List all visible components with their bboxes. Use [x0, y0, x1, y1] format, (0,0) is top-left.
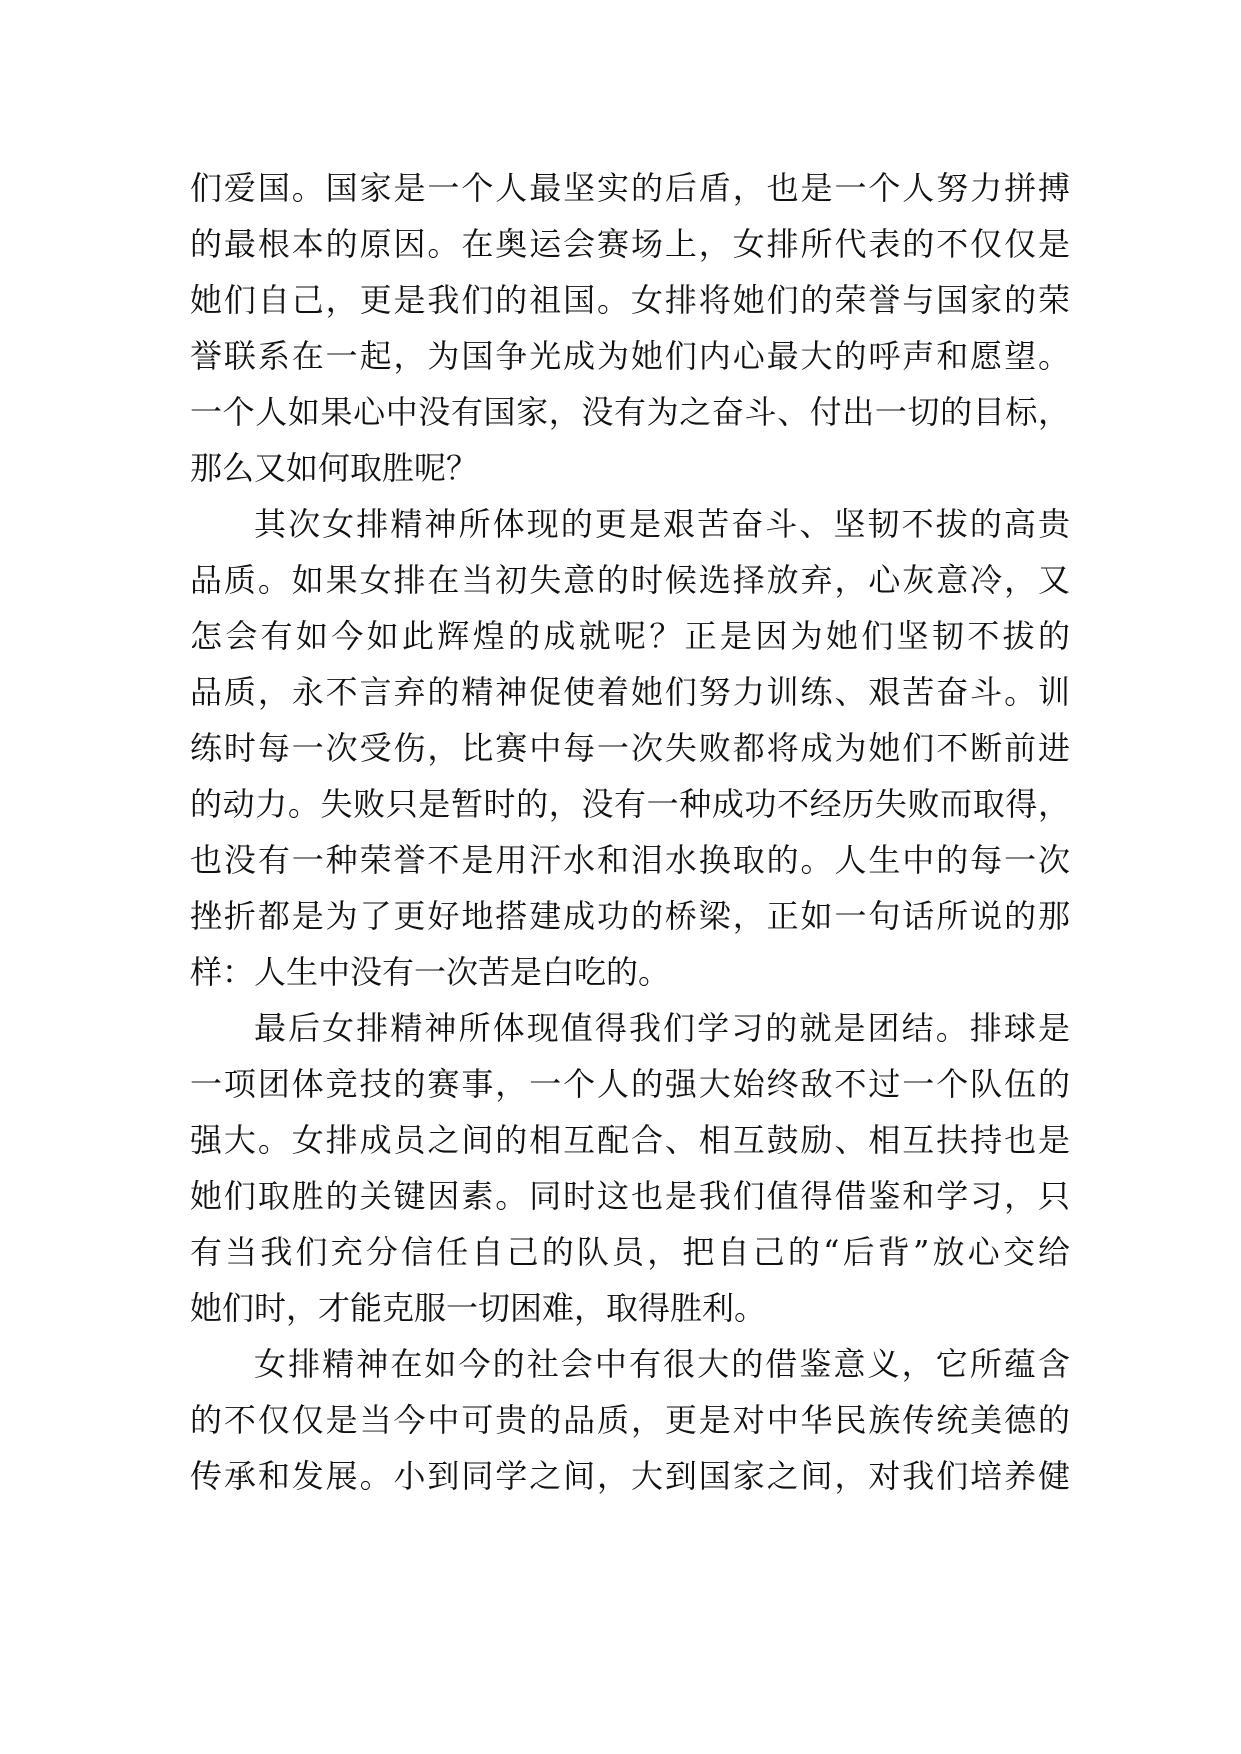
- text-line: 她们自己，更是我们的祖国。女排将她们的荣誉与国家的荣: [190, 281, 1070, 319]
- text-line: 练时每一次受伤，比赛中每一次失败都将成为她们不断前进: [190, 729, 1070, 767]
- text-line: 誉联系在一起，为国争光成为她们内心最大的呼声和愿望。: [190, 337, 1070, 375]
- text-line: 强大。女排成员之间的相互配合、相互鼓励、相互扶持也是: [190, 1121, 1070, 1159]
- text-line: 她们时，才能克服一切困难，取得胜利。: [190, 1289, 767, 1327]
- paragraph-2: [190, 496, 1070, 1000]
- text-line: 她们取胜的关键因素。同时这也是我们值得借鉴和学习，只: [190, 1177, 1070, 1215]
- paragraph-4: [190, 1336, 1070, 1504]
- text-line: 们爱国。国家是一个人最坚实的后盾，也是一个人努力拼搏: [190, 169, 1070, 207]
- text-line: 的动力。失败只是暂时的，没有一种成功不经历失败而取得，: [190, 785, 1070, 823]
- text-line: 怎会有如今如此辉煌的成就呢？正是因为她们坚韧不拔的: [190, 617, 1070, 655]
- paragraph-1: [190, 160, 1070, 496]
- text-line: 也没有一种荣誉不是用汗水和泪水换取的。人生中的每一次: [190, 841, 1070, 879]
- text-line: 一项团体竞技的赛事，一个人的强大始终敌不过一个队伍的: [190, 1065, 1070, 1103]
- text-line: 最后女排精神所体现值得我们学习的就是团结。排球是: [254, 1009, 1070, 1047]
- text-line: 其次女排精神所体现的更是艰苦奋斗、坚韧不拔的高贵: [254, 505, 1070, 543]
- text-line: 传承和发展。小到同学之间，大到国家之间，对我们培养健: [190, 1457, 1070, 1495]
- text-line: 挫折都是为了更好地搭建成功的桥梁，正如一句话所说的那: [190, 897, 1070, 935]
- document-body: [190, 160, 1070, 1504]
- text-line: 一个人如果心中没有国家，没有为之奋斗、付出一切的目标，: [190, 393, 1070, 431]
- text-line: 那么又如何取胜呢？: [190, 449, 479, 487]
- paragraph-3: [190, 1000, 1070, 1336]
- text-line: 有当我们充分信任自己的队员，把自己的“后背”放心交给: [190, 1233, 1070, 1271]
- text-line: 的不仅仅是当今中可贵的品质，更是对中华民族传统美德的: [190, 1401, 1070, 1439]
- text-line: 样：人生中没有一次苦是白吃的。: [190, 953, 671, 991]
- text-line: 女排精神在如今的社会中有很大的借鉴意义，它所蕴含: [254, 1345, 1070, 1383]
- text-line: 的最根本的原因。在奥运会赛场上，女排所代表的不仅仅是: [190, 225, 1070, 263]
- text-line: 品质。如果女排在当初失意的时候选择放弃，心灰意冷，又: [190, 561, 1070, 599]
- text-line: 品质，永不言弃的精神促使着她们努力训练、艰苦奋斗。训: [190, 673, 1070, 711]
